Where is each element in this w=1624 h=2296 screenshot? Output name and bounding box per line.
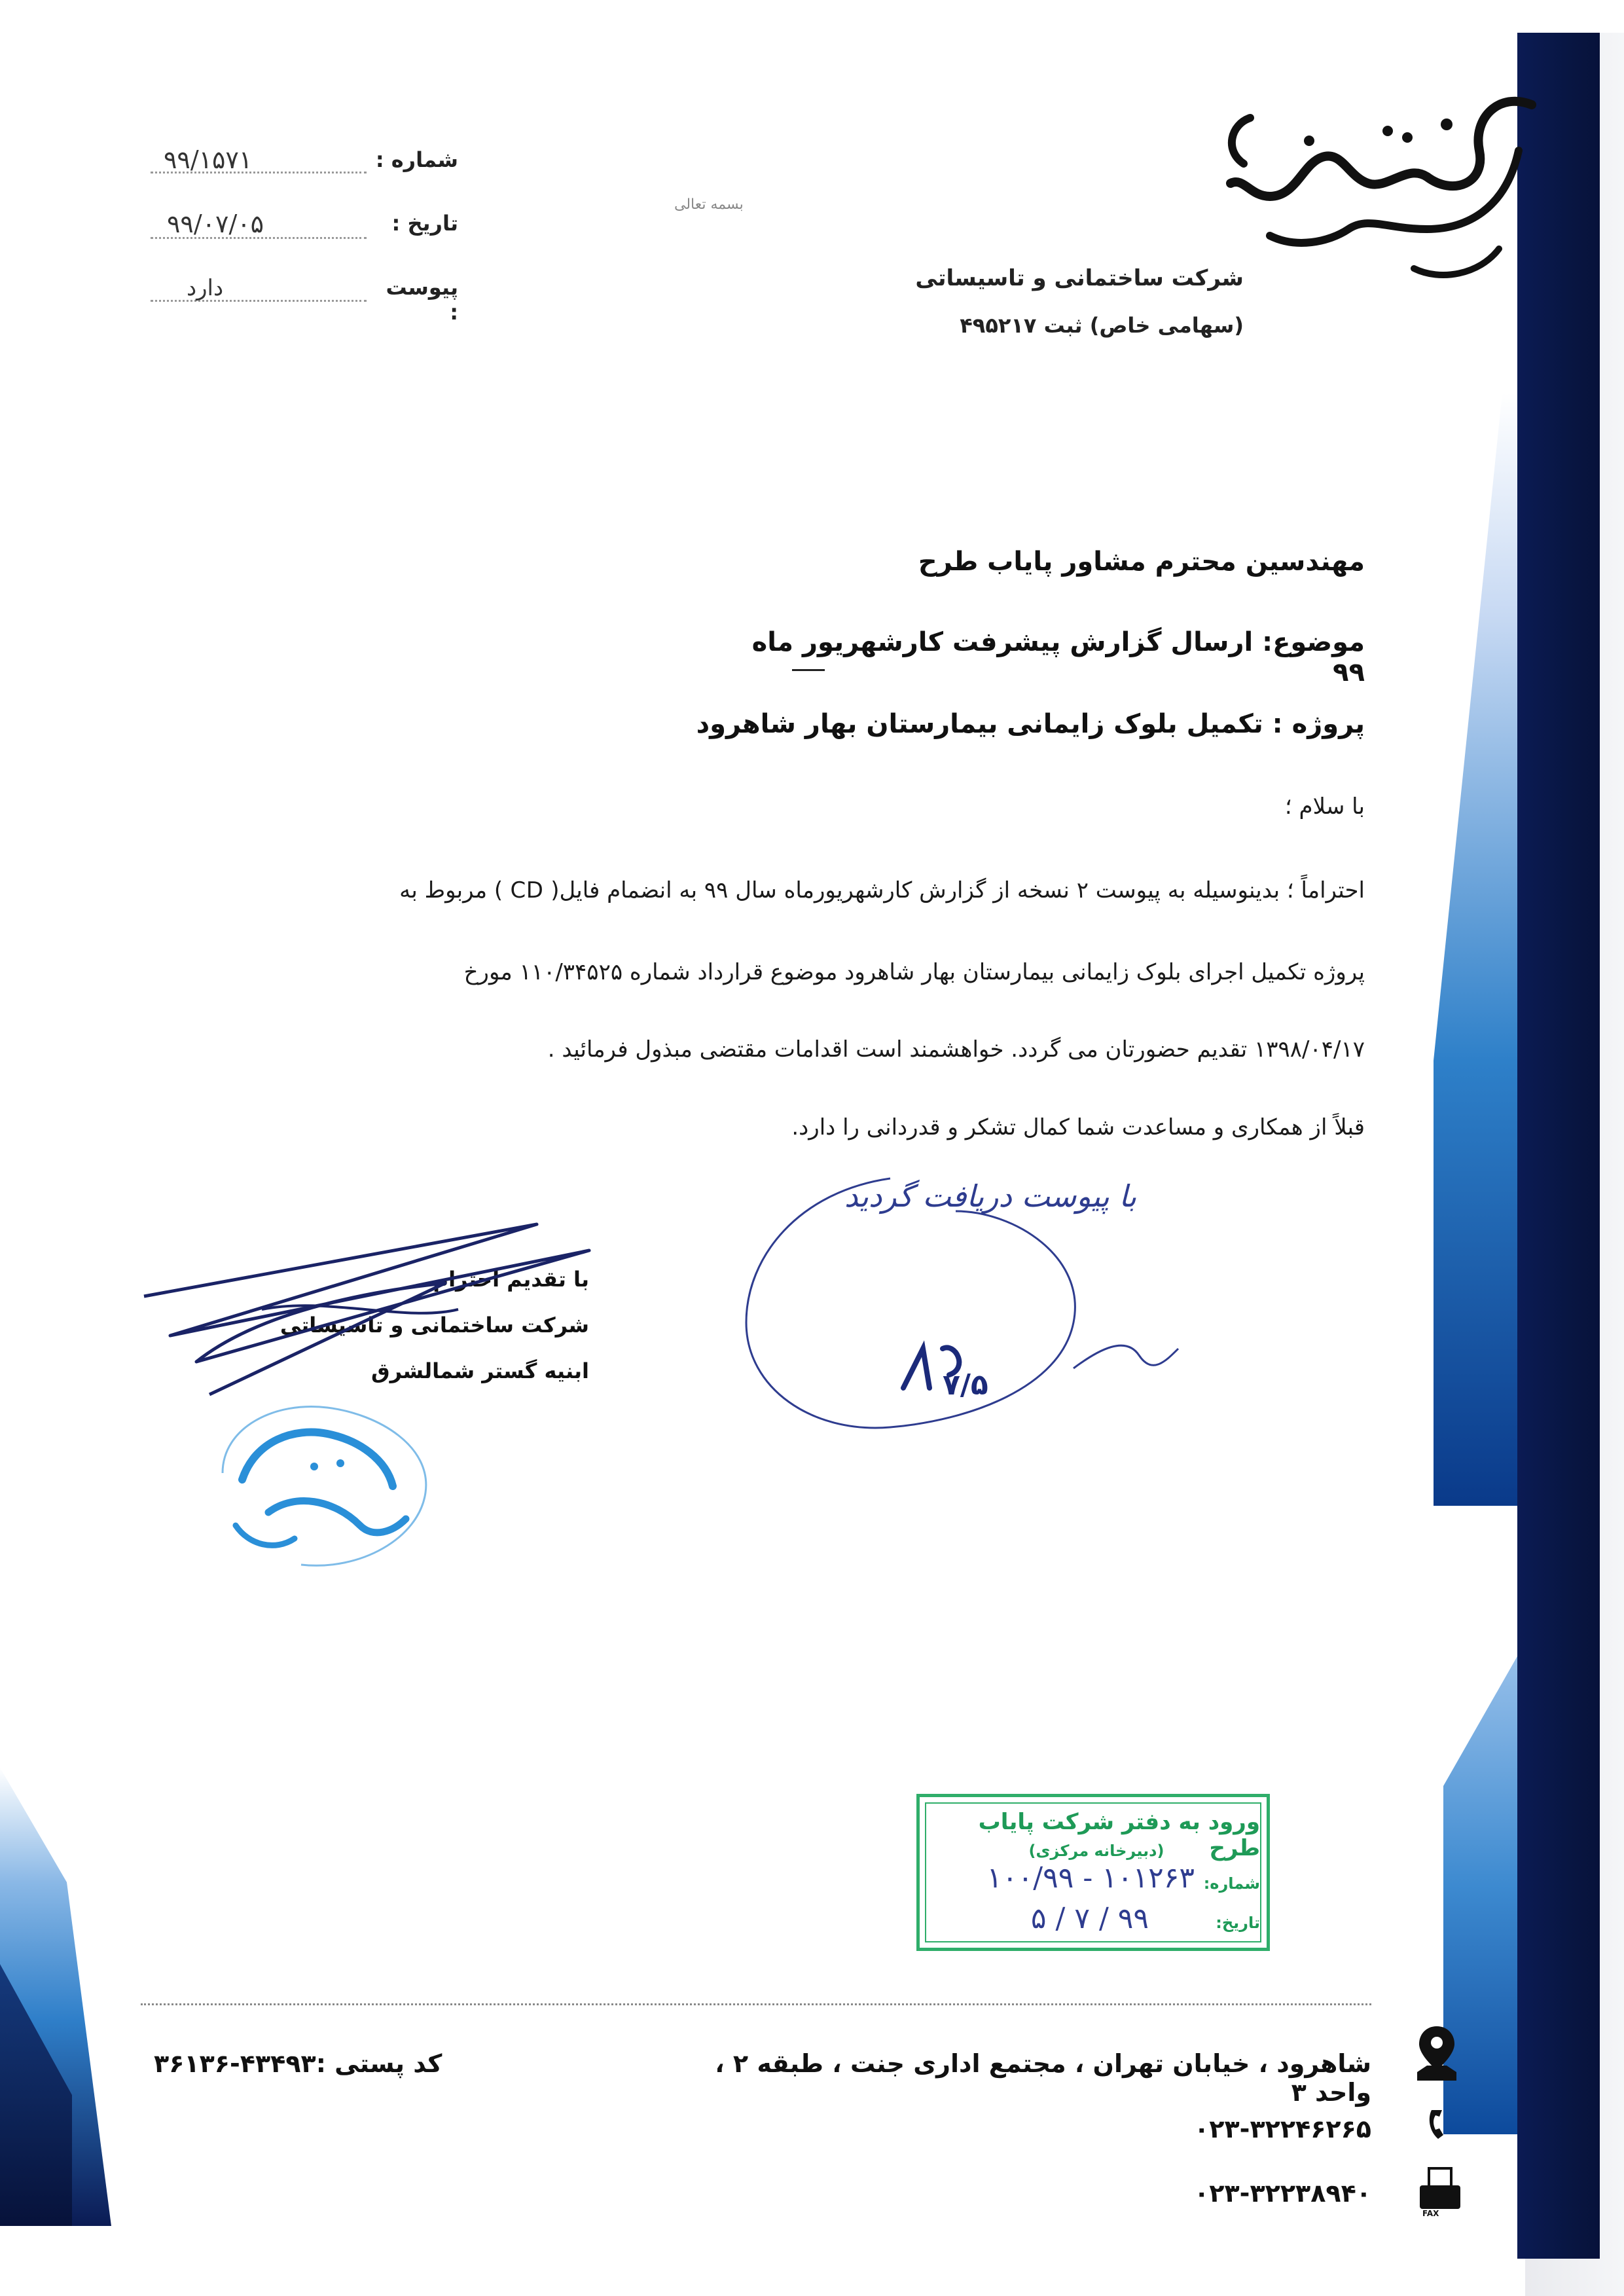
stamp-title: ورود به دفتر شرکت پایاب طرح <box>978 1809 1260 1861</box>
body-line-1: احتراماً ؛ بدینوسیله به پیوست ۲ نسخه از گزارش کارشهریورماه سال ۹۹ به انضمام فایل( CD ) مربوط به <box>399 877 1365 903</box>
signature-line-1: با تقدیم احترام <box>433 1267 589 1292</box>
company-logo <box>1191 79 1558 301</box>
footer-phone: ۰۲۳-۳۲۲۴۶۲۶۵ <box>1194 2115 1371 2143</box>
stamp-date-value: ۹۹ / ۷ / ۵ <box>1030 1902 1149 1935</box>
recipient: مهندسین محترم مشاور پایاب طرح <box>918 547 1365 577</box>
handwritten-initial: ۷/۵ <box>943 1368 988 1402</box>
number-label: شماره : <box>375 147 458 172</box>
body-line-3: ۱۳۹۸/۰۴/۱۷ تقدیم حضورتان می گردد. خواهشمند است اقدامات مقتضی مبذول فرمائید . <box>547 1036 1365 1063</box>
footer-postal: کد پستی :۴۳۴۹۳-۳۶۱۳۶ <box>154 2049 442 2078</box>
seal-graphic <box>196 1375 458 1584</box>
footer-divider <box>141 2003 1371 2005</box>
date-label: تاریخ : <box>391 211 458 236</box>
handwritten-note: با پیوست دریافت گردید <box>844 1178 1137 1214</box>
signature-line-3: ابنیه گستر شمالشرق <box>371 1358 589 1383</box>
greeting: با سلام ؛ <box>1284 793 1365 820</box>
logo-calligraphy <box>1191 79 1558 301</box>
fax-icon-label: FAX <box>1422 2209 1439 2218</box>
subject-underline <box>792 669 825 671</box>
body-line-2: پروژه تکمیل اجرای بلوک زایمانی بیمارستان بهار شاهرود موضوع قرارداد شماره ۱۱۰/۳۴۵۲۵ مورخ <box>463 959 1365 985</box>
body-line-4: قبلاً از همکاری و مساعدت شما کمال تشکر و قدردانی را دارد. <box>791 1114 1365 1140</box>
footer-address: شاهرود ، خیابان تهران ، مجتمع اداری جنت ، طبقه ۲ ، واحد ۳ <box>715 2049 1371 2107</box>
basmala: بسمه تعالی <box>674 196 744 213</box>
attachment-label: پیوست : <box>386 275 458 325</box>
location-icon <box>1414 2023 1460 2082</box>
stamp-number-label: شماره: <box>1203 1874 1260 1893</box>
number-value: ۹۹/۱۵۷۱ <box>164 145 253 174</box>
fax-icon <box>1417 2167 1463 2219</box>
signature-line-2: شرکت ساختمانی و تاسیساتی <box>280 1313 589 1338</box>
project: پروژه : تکمیل بلوک زایمانی بیمارستان بهار شاهرود <box>696 709 1365 739</box>
phone-icon <box>1424 2105 1456 2144</box>
right-navy-bar <box>1517 33 1600 2259</box>
attachment-value: دارد <box>187 275 224 301</box>
company-subtitle: شرکت ساختمانی و تاسیساتی <box>915 265 1244 291</box>
stamp-date-label: تاریخ: <box>1216 1914 1260 1932</box>
subject: موضوع: ارسال گزارش پیشرفت کارشهریور ماه ۹۹ <box>751 627 1365 687</box>
attachment-underline <box>151 300 367 302</box>
receipt-stamp <box>916 1794 1270 1951</box>
company-registration: (سهامی خاص) ثبت ۴۹۵۲۱۷ <box>960 313 1244 338</box>
footer-fax: ۰۲۳-۳۲۲۳۸۹۴۰ <box>1194 2179 1371 2208</box>
date-value: ۹۹/۰۷/۰۵ <box>167 210 264 238</box>
stamp-subtitle: (دبیرخانه مرکزی) <box>1028 1842 1164 1860</box>
company-seal <box>196 1375 458 1584</box>
stamp-number-value: ۱۰۱۲۶۳ - ۱۰۰/۹۹ <box>986 1861 1195 1895</box>
